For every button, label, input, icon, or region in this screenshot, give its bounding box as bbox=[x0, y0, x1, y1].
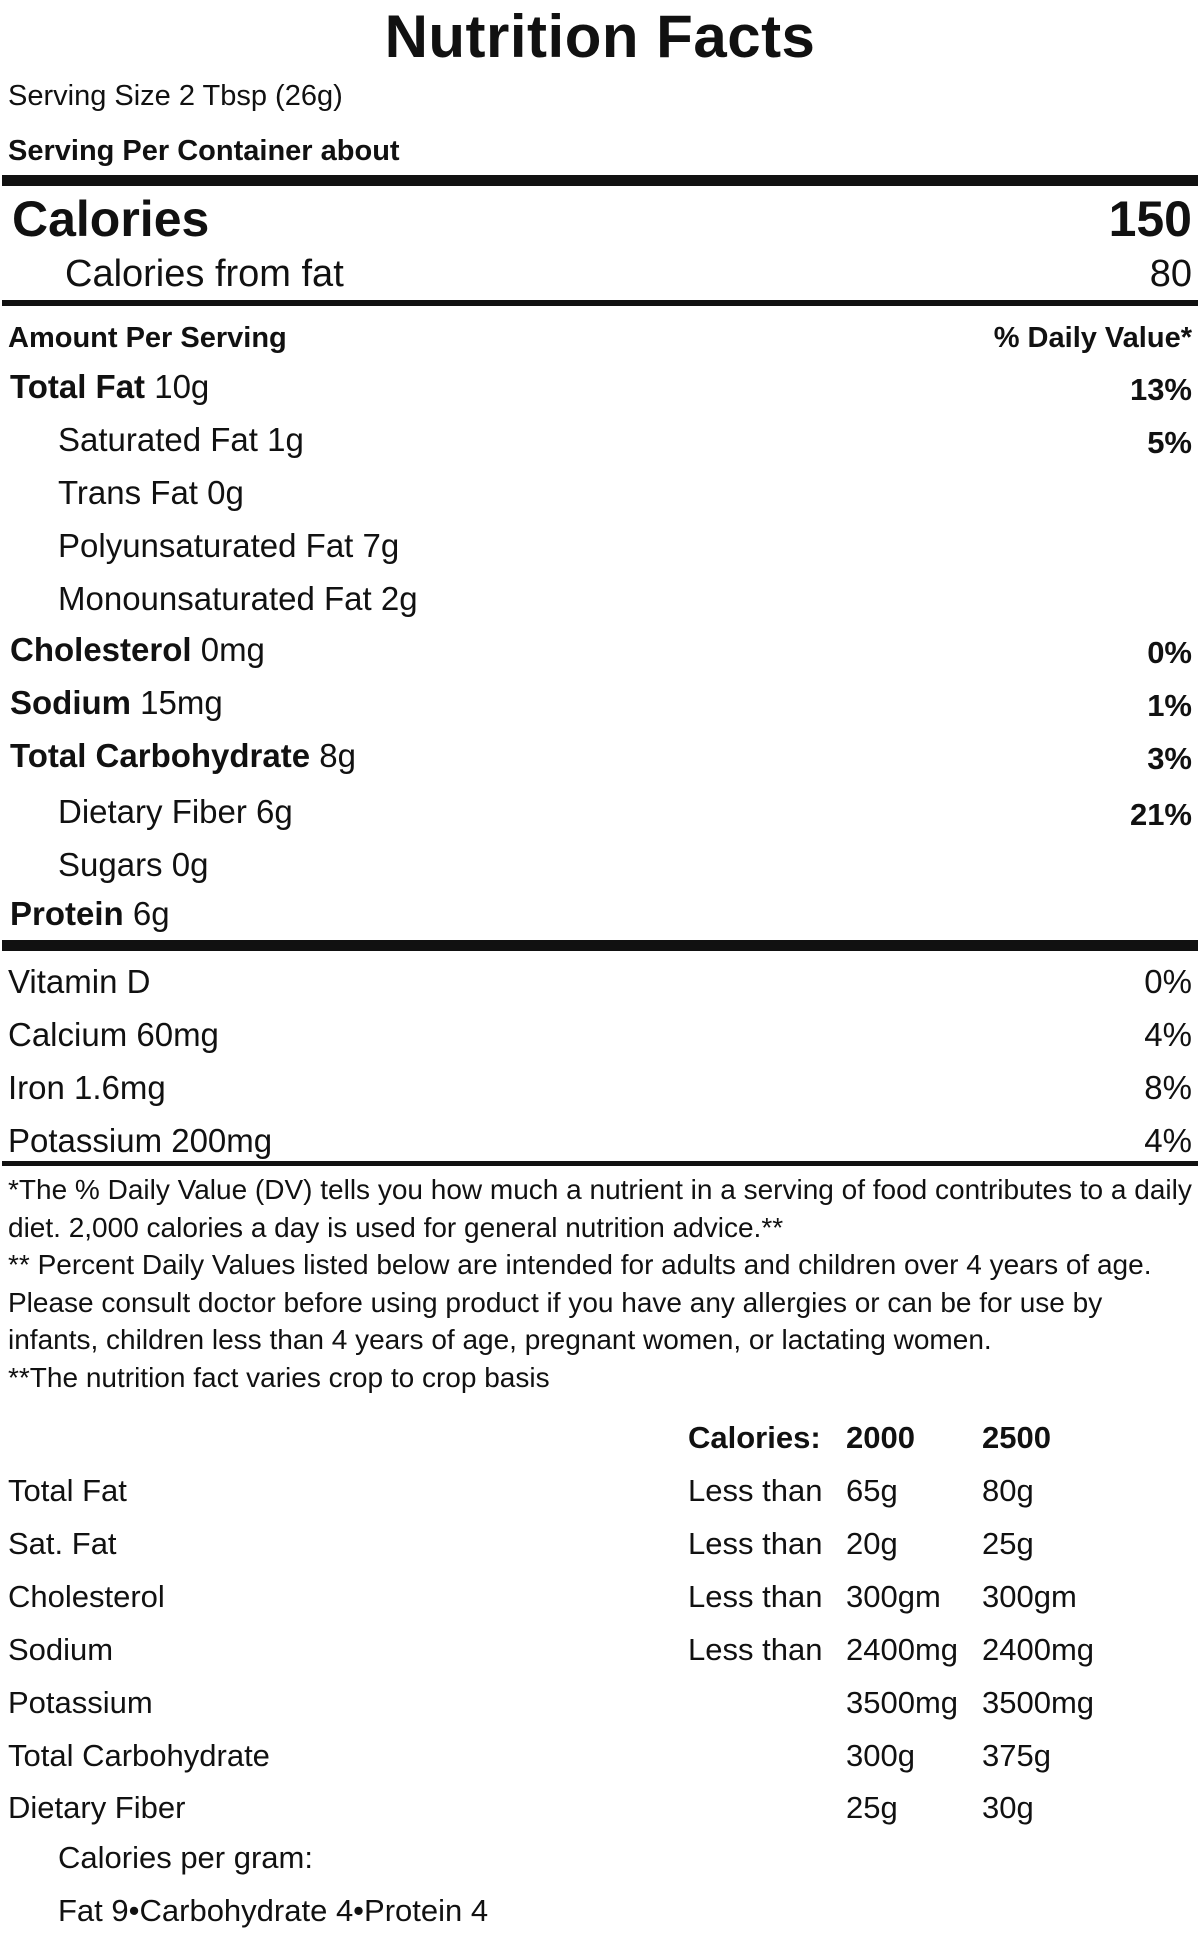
serving-size: Serving Size 2 Tbsp (26g) bbox=[8, 80, 343, 112]
nutrient-name: Polyunsaturated Fat 7g bbox=[58, 527, 400, 564]
nutrient-row-sugars bbox=[0, 846, 1200, 896]
dv-row-2000: 3500mg bbox=[846, 1685, 959, 1720]
footnote-daily-value: *The % Daily Value (DV) tells you how much a nutrient in a serving of food contributes to a daily diet. 2,000 calories a day is used for general nutrition advice.** bbox=[8, 1174, 1192, 1243]
daily-value-heading: % Daily Value* bbox=[993, 322, 1192, 354]
nutrient-dv: 21% bbox=[1129, 797, 1192, 832]
nutrient-name: Sodium 15mg bbox=[10, 684, 223, 721]
dv-row-name: Sodium bbox=[8, 1632, 114, 1667]
calories-per-gram-label: Calories per gram: bbox=[58, 1840, 313, 1875]
dv-row-2000: 25g bbox=[846, 1790, 898, 1825]
vitamin-row-calcium bbox=[0, 1016, 1200, 1066]
dv-table-row bbox=[0, 1738, 1200, 1788]
dv-row-2500: 25g bbox=[982, 1526, 1034, 1561]
dv-table-row bbox=[0, 1685, 1200, 1735]
nutrient-row-total-carbohydrate bbox=[0, 737, 1200, 787]
nutrient-row-polyunsaturated-fat bbox=[0, 527, 1200, 577]
vitamin-name: Iron 1.6mg bbox=[8, 1069, 166, 1106]
dv-row-qualifier: Less than bbox=[688, 1473, 823, 1508]
vitamin-dv: 4% bbox=[1144, 1122, 1192, 1159]
dv-row-name: Cholesterol bbox=[8, 1579, 165, 1614]
nutrient-row-sodium bbox=[0, 684, 1200, 734]
dv-row-name: Potassium bbox=[8, 1685, 153, 1720]
vitamin-dv: 4% bbox=[1144, 1016, 1192, 1053]
vitamin-dv: 8% bbox=[1144, 1069, 1192, 1106]
dv-row-2500: 30g bbox=[982, 1790, 1034, 1825]
nutrient-name: Cholesterol 0mg bbox=[10, 631, 265, 668]
nutrient-name: Trans Fat 0g bbox=[58, 474, 244, 511]
nutrient-dv: 3% bbox=[1147, 741, 1192, 776]
divider-medium bbox=[2, 300, 1198, 306]
footnote-percent-dv: ** Percent Daily Values listed below are intended for adults and children over 4 years of age. Please consult doctor before using product if you have any allergies or can be for use by infants, children less than 4 years of age, pregnant women, or lactating women. bbox=[8, 1249, 1152, 1355]
nutrient-row-total-fat bbox=[0, 368, 1200, 418]
nutrient-name: Total Carbohydrate 8g bbox=[10, 737, 356, 774]
dv-row-2500: 300gm bbox=[982, 1579, 1077, 1614]
footnote-block bbox=[8, 1171, 1192, 1396]
dv-table-row bbox=[0, 1579, 1200, 1629]
dv-row-name: Total Carbohydrate bbox=[8, 1738, 270, 1773]
nutrient-name: Saturated Fat 1g bbox=[58, 421, 304, 458]
amount-per-serving-heading: Amount Per Serving bbox=[8, 322, 287, 354]
nutrient-dv: 13% bbox=[1129, 372, 1192, 407]
divider-footnote bbox=[2, 1161, 1198, 1166]
calories-value: 150 bbox=[1108, 191, 1192, 247]
dv-row-name: Dietary Fiber bbox=[8, 1790, 186, 1825]
nutrient-row-cholesterol bbox=[0, 631, 1200, 681]
dv-row-2500: 2400mg bbox=[982, 1632, 1095, 1667]
vitamin-name: Vitamin D bbox=[8, 963, 151, 1000]
nutrient-name: Monounsaturated Fat 2g bbox=[58, 580, 418, 617]
divider-thick-top bbox=[2, 175, 1198, 186]
dv-table-col-2500: 2500 bbox=[982, 1420, 1051, 1455]
dv-row-name: Sat. Fat bbox=[8, 1526, 117, 1561]
nutrient-name: Protein 6g bbox=[10, 895, 170, 932]
vitamin-row-iron bbox=[0, 1069, 1200, 1119]
vitamin-name: Potassium 200mg bbox=[8, 1122, 273, 1159]
nutrient-row-dietary-fiber bbox=[0, 793, 1200, 843]
dv-row-2000: 20g bbox=[846, 1526, 898, 1561]
nutrient-dv: 5% bbox=[1147, 425, 1192, 460]
footnote-crop-variation: **The nutrition fact varies crop to crop basis bbox=[8, 1361, 550, 1393]
calories-from-fat-value: 80 bbox=[1149, 253, 1192, 295]
nutrient-row-trans-fat bbox=[0, 474, 1200, 524]
nutrient-dv: 0% bbox=[1147, 635, 1192, 670]
nutrient-dv: 1% bbox=[1147, 688, 1192, 723]
dv-row-name: Total Fat bbox=[8, 1473, 127, 1508]
dv-table-row bbox=[0, 1790, 1200, 1840]
dv-row-2500: 80g bbox=[982, 1473, 1034, 1508]
servings-per-container: Serving Per Container about bbox=[8, 135, 400, 167]
dv-table-row bbox=[0, 1526, 1200, 1576]
divider-thick-vitamins bbox=[2, 940, 1198, 951]
calories-label: Calories bbox=[12, 191, 210, 247]
dv-row-2500: 3500mg bbox=[982, 1685, 1095, 1720]
dv-row-2000: 65g bbox=[846, 1473, 898, 1508]
nutrient-row-monounsaturated-fat bbox=[0, 580, 1200, 630]
dv-table-col-2000: 2000 bbox=[846, 1420, 915, 1455]
dv-row-2500: 375g bbox=[982, 1738, 1051, 1773]
dv-row-qualifier: Less than bbox=[688, 1579, 823, 1614]
dv-row-2000: 300gm bbox=[846, 1579, 941, 1614]
dv-row-qualifier: Less than bbox=[688, 1526, 823, 1561]
vitamin-dv: 0% bbox=[1144, 963, 1192, 1000]
dv-row-2000: 300g bbox=[846, 1738, 915, 1773]
dv-row-qualifier: Less than bbox=[688, 1632, 823, 1667]
nutrient-name: Dietary Fiber 6g bbox=[58, 793, 293, 830]
calories-from-fat-label: Calories from fat bbox=[65, 253, 344, 295]
nutrient-name: Sugars 0g bbox=[58, 846, 209, 883]
dv-table-calories-label: Calories: bbox=[688, 1420, 821, 1455]
dv-table-row bbox=[0, 1632, 1200, 1682]
dv-row-2000: 2400mg bbox=[846, 1632, 959, 1667]
vitamin-name: Calcium 60mg bbox=[8, 1016, 219, 1053]
nutrient-row-protein bbox=[0, 895, 1200, 945]
label-title: Nutrition Facts bbox=[384, 3, 816, 70]
nutrient-row-saturated-fat bbox=[0, 421, 1200, 471]
nutrient-name: Total Fat 10g bbox=[10, 368, 210, 405]
calories-per-gram-values: Fat 9•Carbohydrate 4•Protein 4 bbox=[58, 1893, 489, 1928]
dv-table-row bbox=[0, 1473, 1200, 1523]
vitamin-row-vitamin-d bbox=[0, 963, 1200, 1013]
